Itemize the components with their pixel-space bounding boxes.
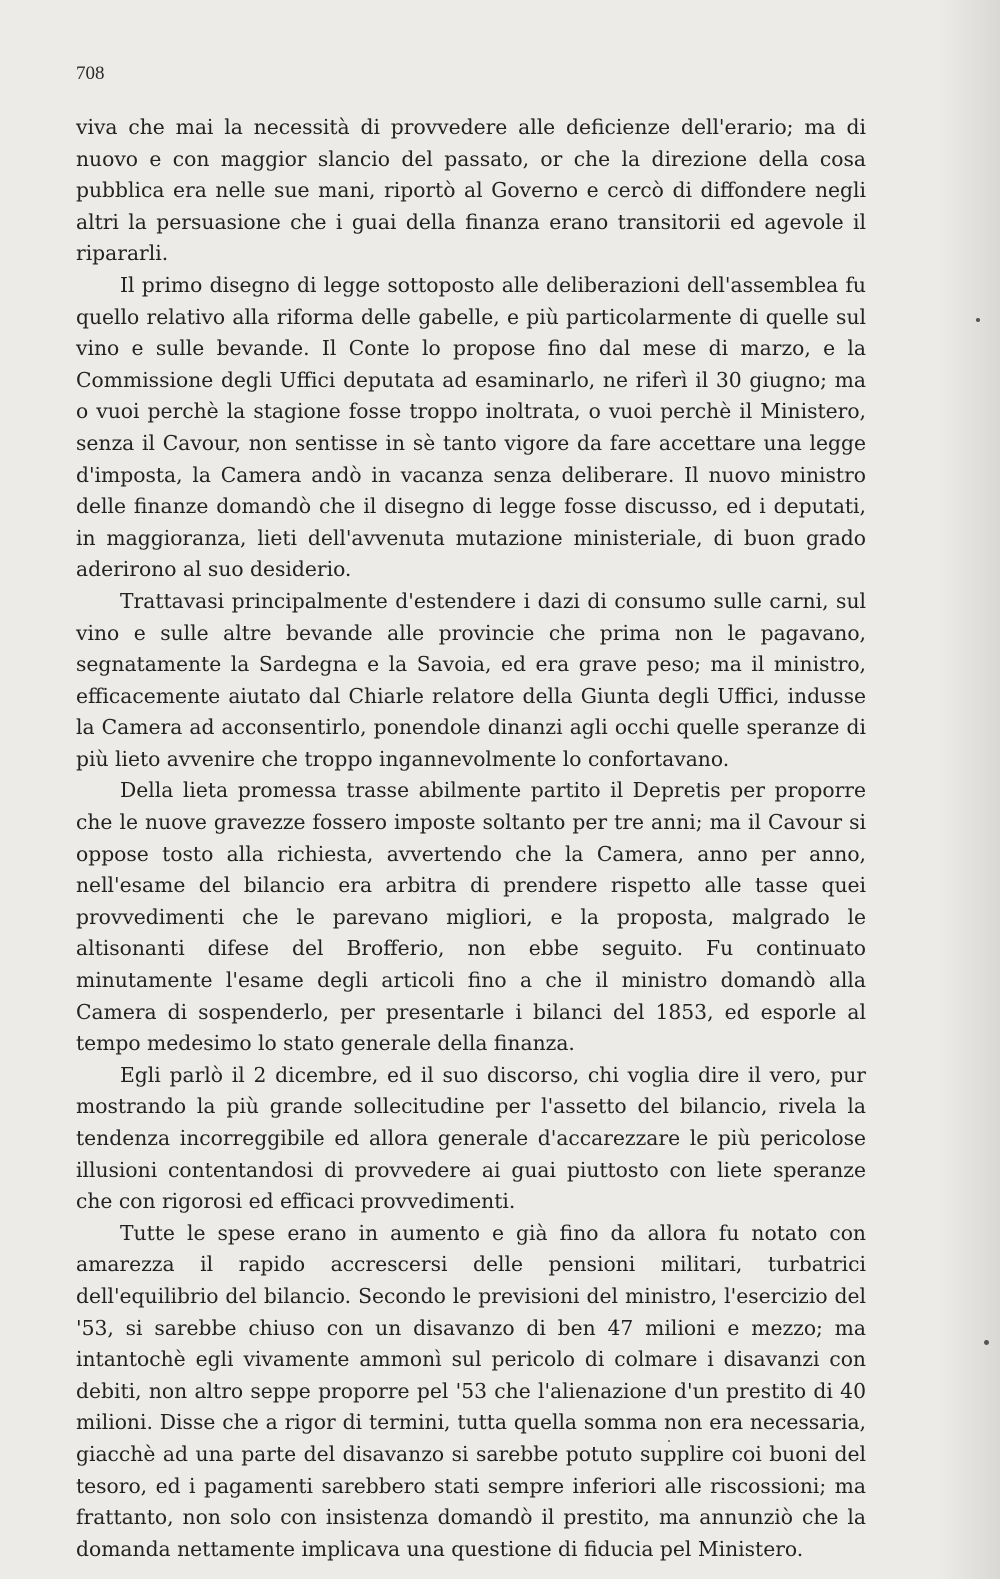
paper-speck [984,1340,989,1345]
paragraph: Della lieta promessa trasse abilmente partito il Depretis per proporre che le nuove gravezze fossero imposte soltanto per tre anni; ma il Cavour si oppose tosto alla richiesta, avvertendo che la Camera, anno per anno, nell'esame del bilancio era arbitra di prendere rispetto alle tasse quei provvedimenti che le parevano migliori, e la proposta, malgrado le altisonanti difese del Brofferio, non ebbe seguito. Fu continuato minutamente l'esame degli articoli fino a che il ministro domandò alla Camera di sospenderlo, per presentarle i bilanci del 1853, ed esporle al tempo medesimo lo stato generale della finanza. [76,778,866,1056]
paragraph: viva che mai la necessità di provvedere alle deficienze dell'erario; ma di nuovo e con maggior slancio del passato, or che la direzione della cosa pubblica era nelle sue mani, riportò al Governo e cercò di diffondere negli altri la persuasione che i guai della finanza erano transitorii ed agevole il ripararli. [76,115,866,266]
paper-speck [668,1440,670,1442]
paper-speck [976,318,980,322]
page-edge-shadow [940,0,1000,1579]
paragraph: Trattavasi principalmente d'estendere i dazi di consumo sulle carni, sul vino e sulle altre bevande alle provincie che prima non le pagavano, segnatamente la Sardegna e la Savoia, ed era grave peso; ma il ministro, efficacemente aiutato dal Chiarle relatore della Giunta degli Uffici, indusse la Camera ad acconsentirlo, ponendole dinanzi agli occhi quelle speranze di più lieto avvenire che troppo ingannevolmente lo confortavano. [76,588,866,771]
body-text [76,112,866,1565]
paragraph: Tutte le spese erano in aumento e già fino da allora fu notato con amarezza il rapido accrescersi delle pensioni militari, turbatrici dell'equilibrio del bilancio. Secondo le previsioni del ministro, l'esercizio del '53, si sarebbe chiuso con un disavanzo di ben 47 milioni e mezzo; ma intantochè egli vivamente ammonì sul pericolo di colmare i disavanzi con debiti, non altro seppe proporre pel '53 che l'alienazione d'un prestito di 40 milioni. Disse che a rigor di termini, tutta quella somma non era necessaria, giacchè ad una parte del disavanzo si sarebbe potuto supplire coi buoni del tesoro, ed i pagamenti sarebbero stati sempre inferiori alle riscossioni; ma frattanto, non solo con insistenza domandò il prestito, ma annunziò che la domanda nettamente implicava una questione di fiducia pel Ministero. [76,1220,866,1561]
paragraph: Il primo disegno di legge sottoposto alle deliberazioni dell'assemblea fu quello relativo alla riforma delle gabelle, e più particolarmente di quelle sul vino e sulle bevande. Il Conte lo propose fino dal mese di marzo, e la Commissione degli Uffici deputata ad esaminarlo, ne riferì il 30 giugno; ma o vuoi perchè la stagione fosse troppo inoltrata, o vuoi perchè il Ministero, senza il Cavour, non sentisse in sè tanto vigore da fare accettare una legge d'imposta, la Camera andò in vacanza senza deliberare. Il nuovo ministro delle finanze domandò che il disegno di legge fosse discusso, ed i deputati, in maggioranza, lieti dell'avvenuta mutazione ministeriale, di buon grado aderirono al suo desiderio. [76,272,866,582]
page-number: 708 [76,63,105,84]
paragraph: Egli parlò il 2 dicembre, ed il suo discorso, chi voglia dire il vero, pur mostrando la più grande sollecitudine per l'assetto del bilancio, rivela la tendenza incorreggibile ed allora generale d'accarezzare le più pericolose illusioni contentandosi di provvedere ai guai piuttosto con liete speranze che con rigorosi ed efficaci provvedimenti. [76,1062,866,1214]
